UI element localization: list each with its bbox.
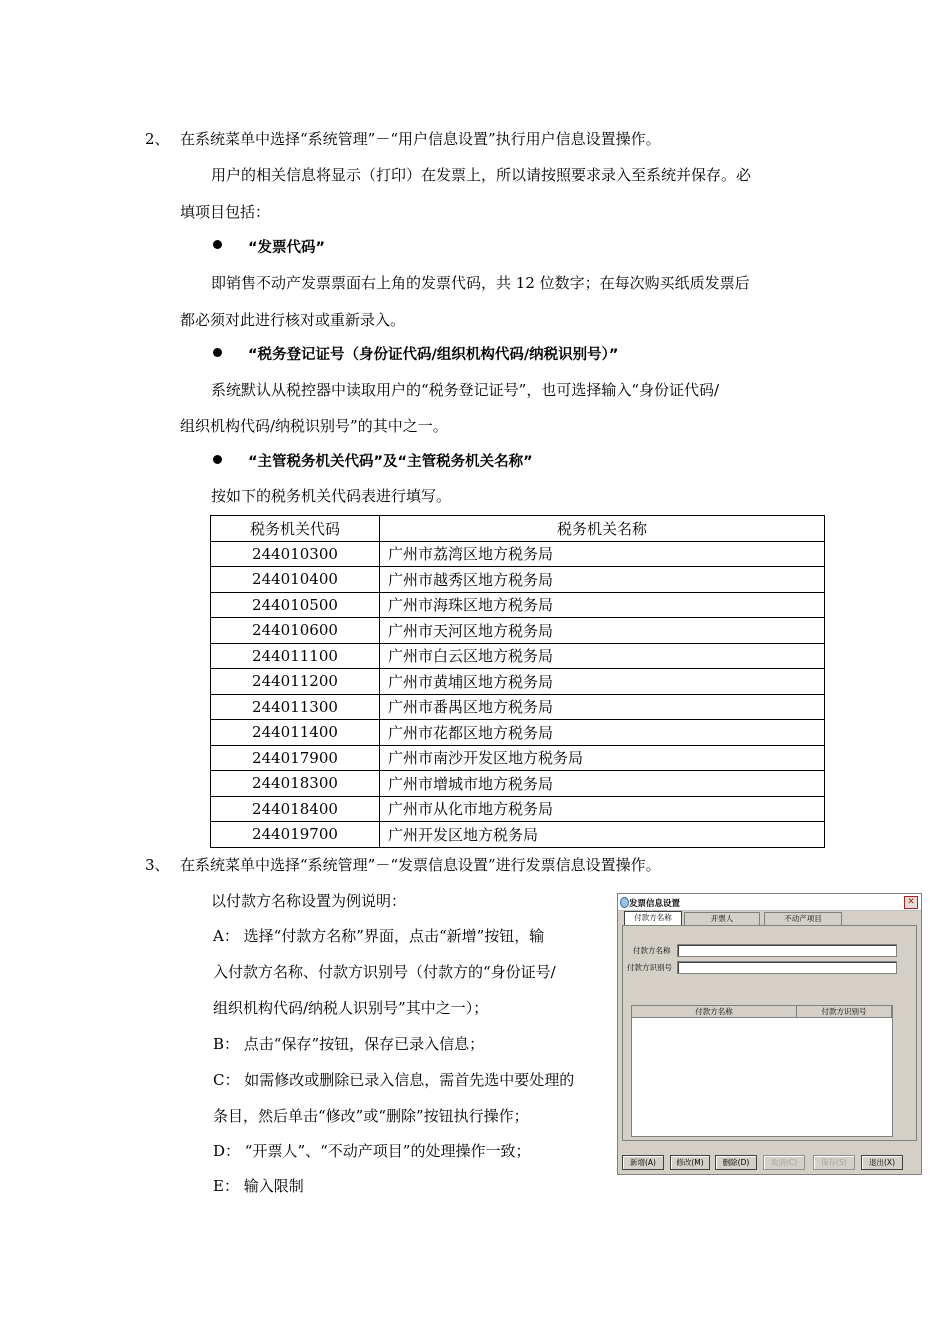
table-cell: 244011100 xyxy=(211,643,380,669)
table-row xyxy=(211,618,825,644)
app-icon xyxy=(620,897,629,908)
table-row xyxy=(211,694,825,720)
payer-list[interactable] xyxy=(631,1005,893,1137)
paragraph: 用户的相关信息将显示（打印）在发票上，所以请按照要求录入至系统并保存。必 xyxy=(211,166,752,184)
step-b: B： 点击“保存”按钮，保存已录入信息； xyxy=(213,1035,485,1053)
payer-name-label: 付款方名称 xyxy=(633,946,671,955)
exit-button[interactable]: 退出(X) xyxy=(861,1155,903,1170)
tab-issuer[interactable]: 开票人 xyxy=(684,912,760,925)
tab-panel xyxy=(622,925,917,1141)
section-number: 2、 xyxy=(145,130,170,148)
table-cell: 广州市天河区地方税务局 xyxy=(380,618,825,644)
table-cell: 244010600 xyxy=(211,618,380,644)
dialog-title: 发票信息设置 xyxy=(629,899,681,909)
section-heading: 在系统菜单中选择“系统管理”－“发票信息设置”进行发票信息设置操作。 xyxy=(180,856,661,874)
table-cell: 广州市海珠区地方税务局 xyxy=(380,592,825,618)
step-e: E： 输入限制 xyxy=(213,1177,304,1195)
paragraph: 系统默认从税控器中读取用户的“税务登记证号”，也可选择输入“身份证代码/ xyxy=(211,381,720,399)
item-title: “发票代码” xyxy=(248,240,326,256)
tab-property-item[interactable]: 不动产项目 xyxy=(764,912,842,925)
bullet-icon xyxy=(213,240,222,249)
paragraph: 以付款方名称设置为例说明： xyxy=(211,892,407,910)
table-row xyxy=(211,771,825,797)
tax-office-table xyxy=(210,515,825,848)
item-title: “税务登记证号（身份证代码/组织机构代码/纳税识别号）” xyxy=(248,347,619,363)
grid-header-id[interactable]: 付款方识别号 xyxy=(797,1006,892,1018)
close-icon[interactable]: ✕ xyxy=(904,896,918,909)
table-row xyxy=(211,669,825,695)
table-cell: 244019700 xyxy=(211,822,380,848)
paragraph: 按如下的税务机关代码表进行填写。 xyxy=(211,487,452,505)
table-row xyxy=(211,796,825,822)
item-title: “主管税务机关代码”及“主管税务机关名称” xyxy=(248,454,533,470)
table-cell: 广州市南沙开发区地方税务局 xyxy=(380,745,825,771)
table-cell: 244017900 xyxy=(211,745,380,771)
table-cell: 广州市花都区地方税务局 xyxy=(380,720,825,746)
table-cell: 244018300 xyxy=(211,771,380,797)
step-c: 条目，然后单击“修改”或“删除”按钮执行操作； xyxy=(213,1107,529,1125)
save-button[interactable]: 保存(S) xyxy=(813,1155,855,1170)
section-number: 3、 xyxy=(145,856,170,874)
table-cell: 广州市增城市地方税务局 xyxy=(380,771,825,797)
table-cell: 244011200 xyxy=(211,669,380,695)
cancel-button[interactable]: 取消(C) xyxy=(763,1155,805,1170)
edit-button[interactable]: 修改(M) xyxy=(670,1155,710,1170)
paragraph: 即销售不动产发票票面右上角的发票代码，共 12 位数字；在每次购买纸质发票后 xyxy=(211,274,750,292)
bullet-icon xyxy=(213,348,222,357)
table-cell: 广州市黄埔区地方税务局 xyxy=(380,669,825,695)
table-row xyxy=(211,822,825,848)
table-cell: 广州市白云区地方税务局 xyxy=(380,643,825,669)
table-row xyxy=(211,720,825,746)
table-row xyxy=(211,567,825,593)
delete-button[interactable]: 删除(D) xyxy=(715,1155,757,1170)
add-button[interactable]: 新增(A) xyxy=(622,1155,664,1170)
table-cell: 244010400 xyxy=(211,567,380,593)
bullet-icon xyxy=(213,455,222,464)
paragraph: 都必须对此进行核对或重新录入。 xyxy=(180,311,406,329)
payer-id-label: 付款方识别号 xyxy=(627,963,672,972)
table-cell: 244010500 xyxy=(211,592,380,618)
grid-header-name[interactable]: 付款方名称 xyxy=(632,1006,797,1018)
step-d: D： “开票人”、“不动产项目”的处理操作一致； xyxy=(213,1142,531,1160)
table-row xyxy=(211,745,825,771)
dialog-titlebar xyxy=(618,894,921,911)
table-cell: 广州开发区地方税务局 xyxy=(380,822,825,848)
paragraph: 组织机构代码/纳税识别号”的其中之一。 xyxy=(180,417,448,435)
payer-id-input[interactable] xyxy=(677,961,897,974)
table-cell: 广州市番禺区地方税务局 xyxy=(380,694,825,720)
table-cell: 广州市从化市地方税务局 xyxy=(380,796,825,822)
step-a: A： 选择“付款方名称”界面，点击“新增”按钮，输 xyxy=(213,927,545,945)
section-heading: 在系统菜单中选择“系统管理”－“用户信息设置”执行用户信息设置操作。 xyxy=(180,130,661,148)
table-header: 税务机关代码 xyxy=(211,516,380,542)
table-cell: 244011400 xyxy=(211,720,380,746)
table-cell: 244010300 xyxy=(211,541,380,567)
table-cell: 244018400 xyxy=(211,796,380,822)
table-cell: 244011300 xyxy=(211,694,380,720)
table-row xyxy=(211,592,825,618)
step-a: 组织机构代码/纳税人识别号”其中之一）； xyxy=(213,999,489,1017)
table-row xyxy=(211,643,825,669)
step-c: C： 如需修改或删除已录入信息，需首先选中要处理的 xyxy=(213,1071,575,1089)
payer-name-input[interactable] xyxy=(677,944,897,957)
table-cell: 广州市荔湾区地方税务局 xyxy=(380,541,825,567)
step-a: 入付款方名称、付款方识别号（付款方的“身份证号/ xyxy=(213,963,556,981)
table-header: 税务机关名称 xyxy=(380,516,825,542)
invoice-settings-dialog xyxy=(617,893,922,1175)
tab-payer-name[interactable]: 付款方名称 xyxy=(624,911,682,926)
paragraph: 填项目包括： xyxy=(180,203,271,221)
table-row xyxy=(211,541,825,567)
table-cell: 广州市越秀区地方税务局 xyxy=(380,567,825,593)
